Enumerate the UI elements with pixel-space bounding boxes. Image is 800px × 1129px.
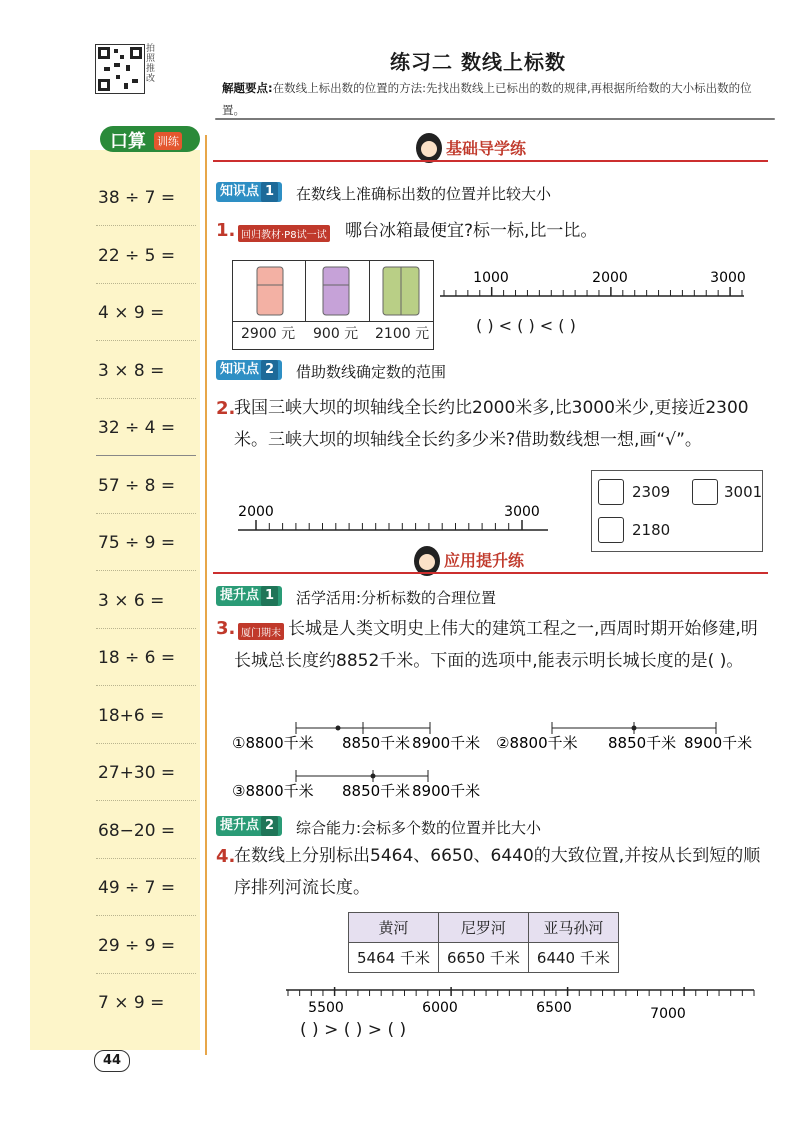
option-checkbox-2180[interactable] <box>598 517 624 543</box>
option-label-3001: 3001 <box>724 483 763 501</box>
mental-math-separator <box>96 858 196 859</box>
mental-math-separator <box>96 398 196 399</box>
knowledge-point-text-1: 在数线上准确标出数的位置并比较大小 <box>296 185 552 203</box>
knowledge-point-text-2: 借助数线确定数的范围 <box>296 363 447 381</box>
fridge-table <box>232 260 434 350</box>
mental-math-separator <box>96 628 196 629</box>
q4-answer-blanks[interactable]: ( ) > ( ) > ( ) <box>300 1020 407 1040</box>
fridge-cell-2 <box>305 261 370 321</box>
river-head-1: 黄河 <box>349 913 439 943</box>
q2-label-2000: 2000 <box>238 504 274 520</box>
tips-label: 解题要点: <box>222 81 273 95</box>
improvement-point-tag-2: 提升点 2 <box>216 816 282 836</box>
mental-math-item: 22 ÷ 5 = <box>98 245 176 266</box>
q4-label-7000: 7000 <box>650 1006 686 1020</box>
q2-options-box <box>591 470 763 552</box>
q1-label-2000: 2000 <box>592 270 628 286</box>
knowledge-point-tag-1: 知识点 1 <box>216 182 282 202</box>
fridge-cell-3 <box>369 261 433 321</box>
q3-opt3-label-c: 8900千米 <box>412 782 481 800</box>
mental-math-separator <box>96 743 196 744</box>
river-len-1: 5464 千米 <box>349 943 439 973</box>
number-line-q2 <box>236 500 556 540</box>
mental-math-item: 38 ÷ 7 = <box>98 188 176 208</box>
knowledge-point-tag-2: 知识点 2 <box>216 360 282 380</box>
mental-math-separator <box>96 800 196 801</box>
q3-opt2-label-a: ②8800千米 <box>496 734 578 752</box>
q3-options <box>232 720 772 810</box>
question-number-4: 4. <box>216 846 236 867</box>
mental-math-separator <box>96 685 196 686</box>
mental-math-separator <box>96 225 196 226</box>
mental-math-separator <box>96 340 196 341</box>
fridge-price-2: 900 元 <box>313 326 359 342</box>
q3-opt1-label-a: ①8800千米 <box>232 734 314 752</box>
banner-line <box>213 572 768 574</box>
question-tag-3: 厦门期末 <box>238 623 284 640</box>
q2-label-3000: 3000 <box>504 504 540 520</box>
q3-opt2-label-b: 8850千米 <box>608 734 677 752</box>
section-banner-advanced: 应用提升练 <box>444 551 525 570</box>
badge-sub: 训练 <box>154 132 182 150</box>
tips-text: 在数线上标出数的位置的方法:先找出数线上已标出的数的规律,再根据所给数的大小标出数的位置。 <box>222 81 752 117</box>
q4-label-6000: 6000 <box>422 1000 458 1016</box>
mental-math-item: 18 ÷ 6 = <box>98 648 176 668</box>
mental-math-item: 57 ÷ 8 = <box>98 475 176 496</box>
q3-opt3-label-b: 8850千米 <box>342 782 411 800</box>
improvement-point-tag-1: 提升点 1 <box>216 586 282 606</box>
qr-caption: 拍照推改 <box>146 44 156 84</box>
option-label-2309: 2309 <box>632 483 671 501</box>
river-head-3: 亚马孙河 <box>528 913 618 943</box>
qr-code-icon <box>96 45 144 93</box>
mental-math-separator <box>96 570 196 571</box>
mental-math-separator <box>96 283 196 284</box>
fridge-cell-1 <box>233 261 306 321</box>
question-tag-1: 回归教材·P8试一试 <box>238 225 330 242</box>
tips <box>222 77 762 121</box>
page-number: 44 <box>94 1050 130 1072</box>
q1-answer-blanks[interactable]: ( ) < ( ) < ( ) <box>476 316 576 335</box>
q3-opt3-label-a: ③8800千米 <box>232 782 314 800</box>
mental-math-item: 18+6 = <box>98 705 165 726</box>
river-head-2: 尼罗河 <box>438 913 528 943</box>
improvement-point-text-1: 活学活用:分析标数的合理位置 <box>296 589 497 607</box>
number-line-q1 <box>440 262 750 308</box>
option-label-2180: 2180 <box>632 521 671 539</box>
mental-math-item: 75 ÷ 9 = <box>98 533 176 553</box>
q3-opt1-label-b: 8850千米 <box>342 734 411 752</box>
number-line-q4 <box>284 980 764 1020</box>
badge-main: 口算 <box>110 131 146 152</box>
question-text-1: 哪台冰箱最便宜?标一标,比一比。 <box>345 221 598 241</box>
banner-line <box>213 160 768 162</box>
question-number-1: 1. <box>216 220 236 241</box>
mental-math-item: 3 × 8 = <box>98 360 165 381</box>
q4-label-6500: 6500 <box>536 1000 572 1016</box>
q3-opt2-label-c: 8900千米 <box>684 734 753 752</box>
option-checkbox-3001[interactable] <box>692 479 718 505</box>
page-title: 练习二 数线上标数 <box>390 50 566 74</box>
river-len-3: 6440 千米 <box>528 943 618 973</box>
question-number-2: 2. <box>216 398 236 419</box>
mental-math-item: 29 ÷ 9 = <box>98 935 176 956</box>
mental-math-item: 49 ÷ 7 = <box>98 878 176 898</box>
improvement-point-text-2: 综合能力:会标多个数的位置并比大小 <box>296 819 542 837</box>
option-checkbox-2309[interactable] <box>598 479 624 505</box>
fridge-price-3: 2100 元 <box>375 326 430 342</box>
q3-opt1-point <box>336 726 341 731</box>
q4-label-5500: 5500 <box>308 1000 344 1016</box>
river-len-2: 6650 千米 <box>438 943 528 973</box>
mascot-icon <box>416 133 442 163</box>
q3-opt2-point <box>632 726 637 731</box>
mental-math-item: 3 × 6 = <box>98 590 165 611</box>
mental-math-item: 68−20 = <box>98 820 176 841</box>
question-text-3: 长城是人类文明史上伟大的建筑工程之一,西周时期开始修建,明长城总长度约8852千米。下面的选项中,能表示明长城长度的是( )。 <box>234 619 758 671</box>
mental-math-item: 7 × 9 = <box>98 993 165 1013</box>
q3-opt1-label-c: 8900千米 <box>412 734 481 752</box>
question-text-4: 在数线上分别标出5464、6650、6440的大致位置,并按从长到短的顺序排列河流长度。 <box>234 846 761 898</box>
q3-opt3-point <box>371 774 376 779</box>
mental-math-separator <box>96 915 196 916</box>
question-text-2: 我国三峡大坝的坝轴线全长约比2000米多,比3000米少,更接近2300米。三峡大坝的坝轴线全长约多少米?借助数线想一想,画“√”。 <box>234 398 749 450</box>
mental-math-separator <box>96 455 196 456</box>
qr-code[interactable] <box>95 44 145 94</box>
q1-label-1000: 1000 <box>473 270 509 286</box>
fridge-price-1: 2900 元 <box>241 326 296 342</box>
mental-math-item: 4 × 9 = <box>98 303 165 323</box>
mental-math-separator <box>96 513 196 514</box>
mental-math-item: 27+30 = <box>98 763 176 783</box>
mental-math-badge <box>100 126 200 152</box>
river-table <box>348 912 619 973</box>
section-banner-basic: 基础导学练 <box>446 139 527 158</box>
mental-math-separator <box>96 973 196 974</box>
tips-underline <box>215 118 775 120</box>
mental-math-item: 32 ÷ 4 = <box>98 418 176 438</box>
q1-label-3000: 3000 <box>710 270 746 286</box>
column-divider <box>205 135 207 1055</box>
question-number-3: 3. <box>216 618 236 639</box>
